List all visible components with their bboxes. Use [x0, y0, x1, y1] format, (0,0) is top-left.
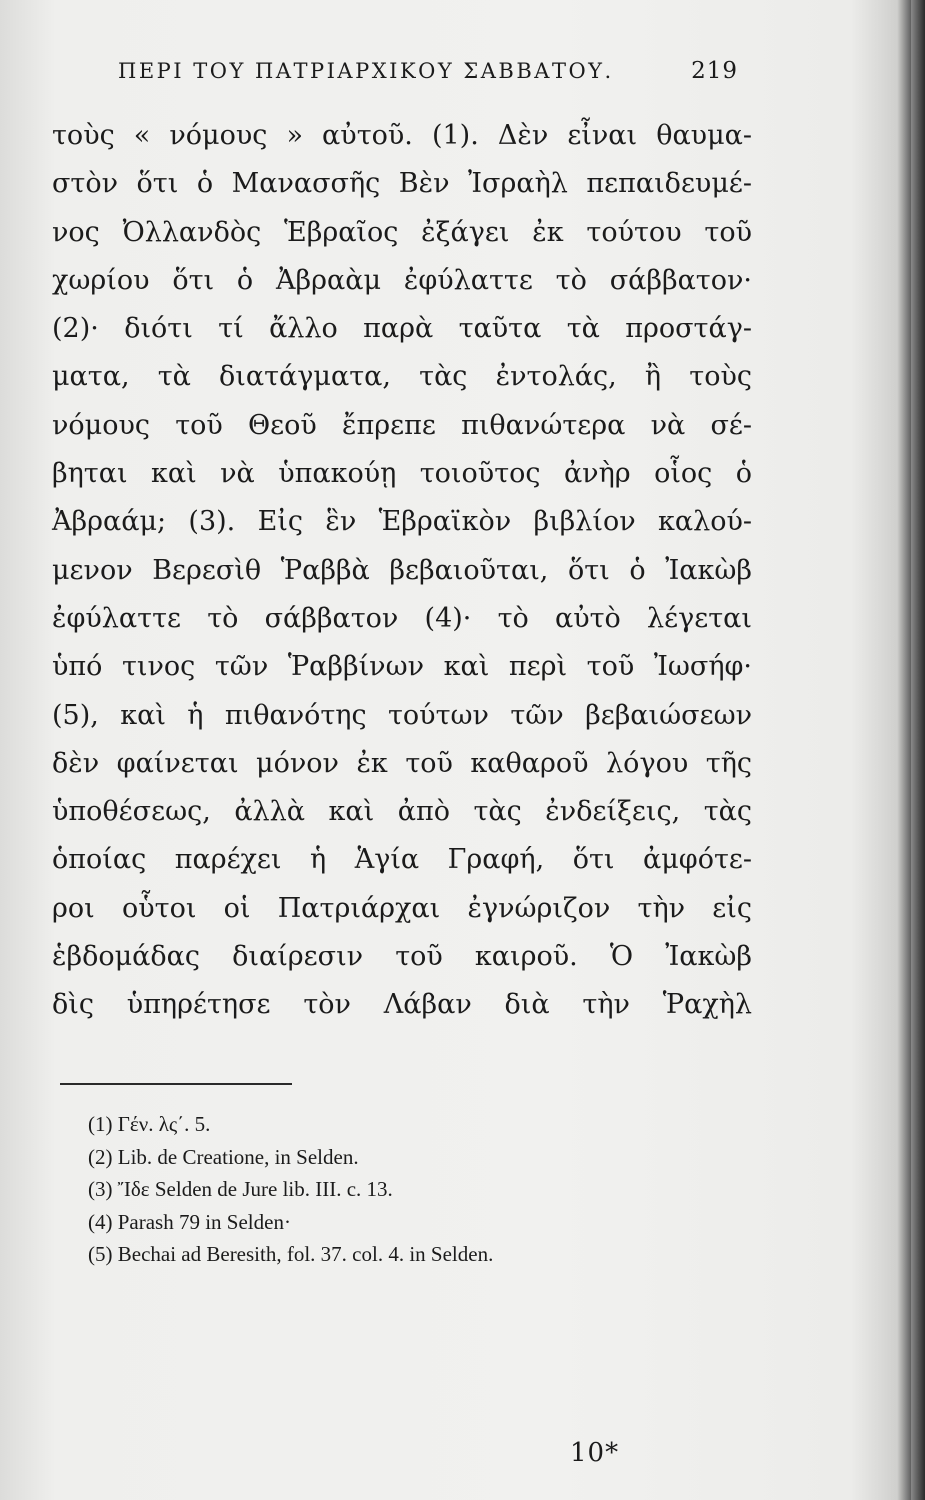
- text-line: ἑβδομάδας διαίρεσιν τοῦ καιροῦ. Ὁ Ἰακὼβ: [52, 941, 752, 973]
- text-line: ὁποίας παρέχει ἡ Ἁγία Γραφή, ὅτι ἀμφότε-: [52, 844, 752, 876]
- text-line: μενον Βερεσὶθ Ῥαββὰ βεβαιοῦται, ὅτι ὁ Ἰακὼβ: [52, 554, 752, 586]
- text-line: ματα, τὰ διατάγματα, τὰς ἐντολάς, ἢ τοὺς: [52, 361, 752, 393]
- text-line: χωρίου ὅτι ὁ Ἀβραὰμ ἐφύλαττε τὸ σάββατον·: [52, 264, 752, 296]
- text-line: (5), καὶ ἡ πιθανότης τούτων τῶν βεβαιώσεων: [52, 699, 752, 731]
- running-header: [118, 58, 738, 84]
- footnote-divider: [60, 1083, 292, 1085]
- text-line: στὸν ὅτι ὁ Μανασσῆς Βὲν Ἰσραὴλ πεπαιδευμέ-: [52, 168, 752, 200]
- text-line: ἐφύλαττε τὸ σάββατον (4)· τὸ αὐτὸ λέγεται: [52, 602, 752, 634]
- footnote: (3) Ἴδε Selden de Jure lib. III. c. 13.: [88, 1177, 393, 1201]
- text-line: δὲν φαίνεται μόνον ἐκ τοῦ καθαροῦ λόγου τῆς: [52, 747, 752, 779]
- text-line: ὑποθέσεως, ἀλλὰ καὶ ἀπὸ τὰς ἐνδείξεις, τὰς: [52, 796, 752, 828]
- running-title: ΠΕΡΙ ΤΟΥ ΠΑΤΡΙΑΡΧΙΚΟΥ ΣΑΒΒΑΤΟΥ.: [118, 59, 614, 83]
- footnote: (4) Parash 79 in Selden·: [88, 1209, 291, 1234]
- text-line: δὶς ὑπηρέτησε τὸν Λάβαν διὰ τὴν Ῥαχὴλ: [52, 989, 752, 1021]
- text-line: τοὺς « νόμους » αὐτοῦ. (1). Δὲν εἶναι θαυμα-: [52, 120, 752, 151]
- text-line: (2)· διότι τί ἄλλο παρὰ ταῦτα τὰ προστάγ-: [52, 313, 752, 345]
- body-text: [52, 112, 752, 1030]
- page-number: 219: [691, 58, 738, 84]
- footnote: (2) Lib. de Creatione, in Selden.: [88, 1144, 359, 1169]
- text-line: ὑπό τινος τῶν Ῥαββίνων καὶ περὶ τοῦ Ἰωσήφ·: [52, 651, 752, 683]
- book-spine-shadow: [911, 0, 925, 1500]
- text-line: νος Ὀλλανδὸς Ἑβραῖος ἐξάγει ἐκ τούτου τοῦ: [52, 216, 752, 248]
- signature-mark: 10*: [570, 1438, 620, 1468]
- text-line: βηται καὶ νὰ ὑπακούῃ τοιοῦτος ἀνὴρ οἷος ὁ: [52, 458, 752, 490]
- footnote: (1) Γέν. λς΄. 5.: [88, 1112, 211, 1136]
- text-line: ροι οὗτοι οἱ Πατριάρχαι ἐγνώριζον τὴν εἰς: [52, 892, 752, 924]
- footnote: (5) Bechai ad Beresith, fol. 37. col. 4. in Selden.: [88, 1242, 494, 1266]
- text-line: Ἀβραάμ; (3). Εἰς ἓν Ἑβραϊκὸν βιβλίον καλού-: [52, 506, 752, 538]
- footnotes: [88, 1108, 768, 1271]
- text-line: νόμους τοῦ Θεοῦ ἔπρεπε πιθανώτερα νὰ σέ-: [52, 409, 752, 441]
